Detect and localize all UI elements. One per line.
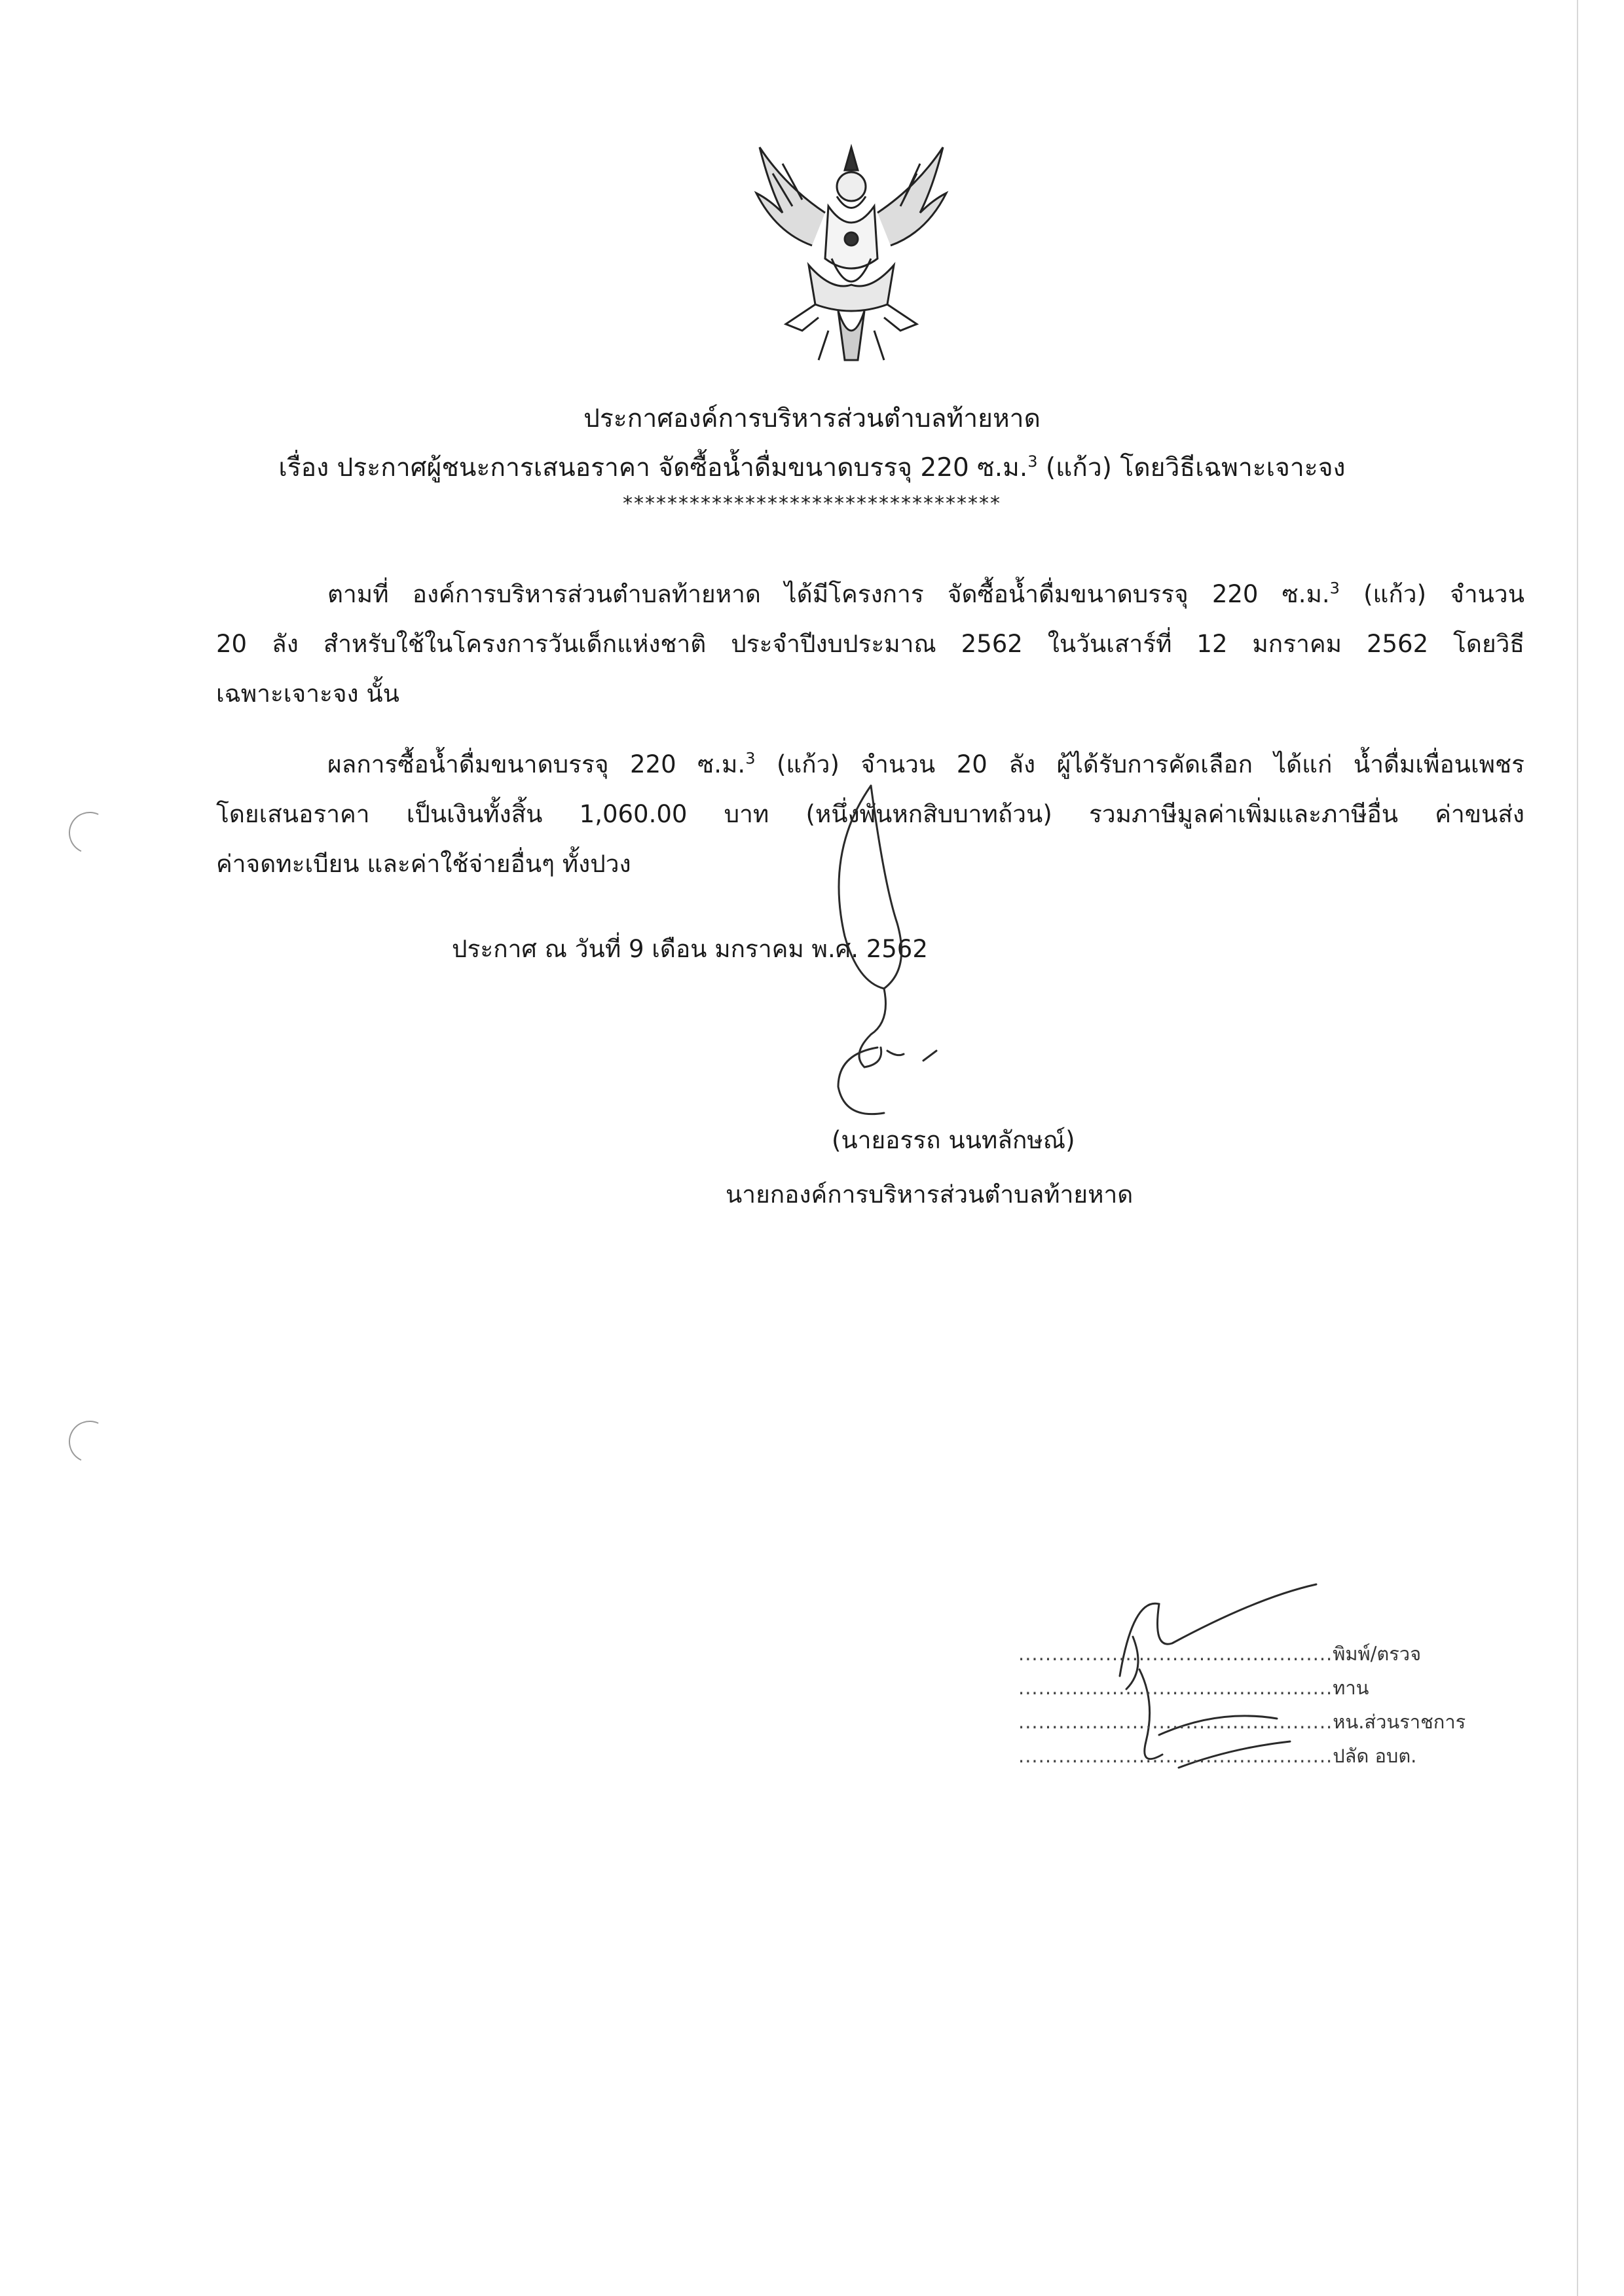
approval-chain bbox=[1018, 1637, 1466, 1773]
announcement-date: ประกาศ ณ วันที่ 9 เดือน มกราคม พ.ศ. 2562 bbox=[452, 935, 928, 963]
p1-superscript: 3 bbox=[1329, 579, 1340, 598]
paragraph-background bbox=[216, 570, 1524, 719]
punch-hole-bottom bbox=[63, 1415, 117, 1468]
dots: ............................................... bbox=[1018, 1677, 1333, 1699]
approval-row-head bbox=[1018, 1705, 1466, 1739]
dots: ............................................... bbox=[1018, 1711, 1333, 1733]
dots: ............................................... bbox=[1018, 1643, 1333, 1665]
approval-label: พิมพ์/ตรวจ bbox=[1333, 1643, 1422, 1665]
subject-text-end: (แก้ว) โดยวิธีเฉพาะเจาะจง bbox=[1037, 453, 1346, 483]
asterisk-separator: ********************************** bbox=[623, 492, 1001, 515]
approval-row-clerk bbox=[1018, 1739, 1466, 1773]
signatory-name: (นายอรรถ นนทลักษณ์) bbox=[832, 1126, 1075, 1154]
p1-line-1-text: ตามที่ องค์การบริหารส่วนตำบลท้ายหาด ได้มีโครงการ จัดซื้อน้ำดื่มขนาดบรรจุ 220 ซ.ม. bbox=[327, 580, 1330, 608]
page-edge bbox=[1577, 0, 1578, 2296]
signatory-position: นายกองค์การบริหารส่วนตำบลท้ายหาด bbox=[726, 1180, 1134, 1209]
approval-row-typist bbox=[1018, 1637, 1466, 1671]
approval-label: ปลัด อบต. bbox=[1333, 1745, 1417, 1767]
punch-hole-top bbox=[63, 806, 117, 860]
dots: ............................................... bbox=[1018, 1745, 1333, 1767]
handwritten-signature bbox=[773, 773, 1008, 1139]
approval-label: ทาน bbox=[1333, 1677, 1369, 1699]
announcement-subject bbox=[0, 447, 1624, 488]
p2-line-1-text: ผลการซื้อน้ำดื่มขนาดบรรจุ 220 ซ.ม. bbox=[327, 750, 746, 778]
garuda-emblem-icon bbox=[747, 134, 956, 370]
approval-row-review bbox=[1018, 1671, 1466, 1705]
p2-line-3: ค่าจดทะเบียน และค่าใช้จ่ายอื่นๆ ทั้งปวง bbox=[216, 850, 631, 878]
announcement-title: ประกาศองค์การบริหารส่วนตำบลท้ายหาด bbox=[583, 404, 1041, 433]
subject-text: เรื่อง ประกาศผู้ชนะการเสนอราคา จัดซื้อน้ำดื่มขนาดบรรจุ 220 ซ.ม. bbox=[278, 453, 1028, 483]
p2-line-1-end: (แก้ว) จำนวน 20 ลัง ผู้ได้รับการคัดเลือก ได้แก่ น้ำดื่มเพื่อนเพชร bbox=[755, 750, 1524, 778]
p1-line-1-end: (แก้ว) จำนวน bbox=[1339, 580, 1524, 608]
p1-line-2: 20 ลัง สำหรับใช้ในโครงการวันเด็กแห่งชาติ ประจำปีงบประมาณ 2562 ในวันเสาร์ที่ 12 มกราคม 2562 โดยวิธี bbox=[216, 630, 1524, 658]
approval-label: หน.ส่วนราชการ bbox=[1333, 1711, 1466, 1733]
cubic-superscript: 3 bbox=[1027, 452, 1038, 471]
p2-superscript: 3 bbox=[745, 749, 756, 768]
p1-line-3: เฉพาะเจาะจง นั้น bbox=[216, 680, 399, 708]
p2-line-2: โดยเสนอราคา เป็นเงินทั้งสิ้น 1,060.00 บาท (หนึ่งพันหกสิบบาทถ้วน) รวมภาษีมูลค่าเพิ่มและภาษีอื่น ค่าขนส่ง bbox=[216, 800, 1524, 828]
p1-line-1 bbox=[216, 570, 1524, 619]
